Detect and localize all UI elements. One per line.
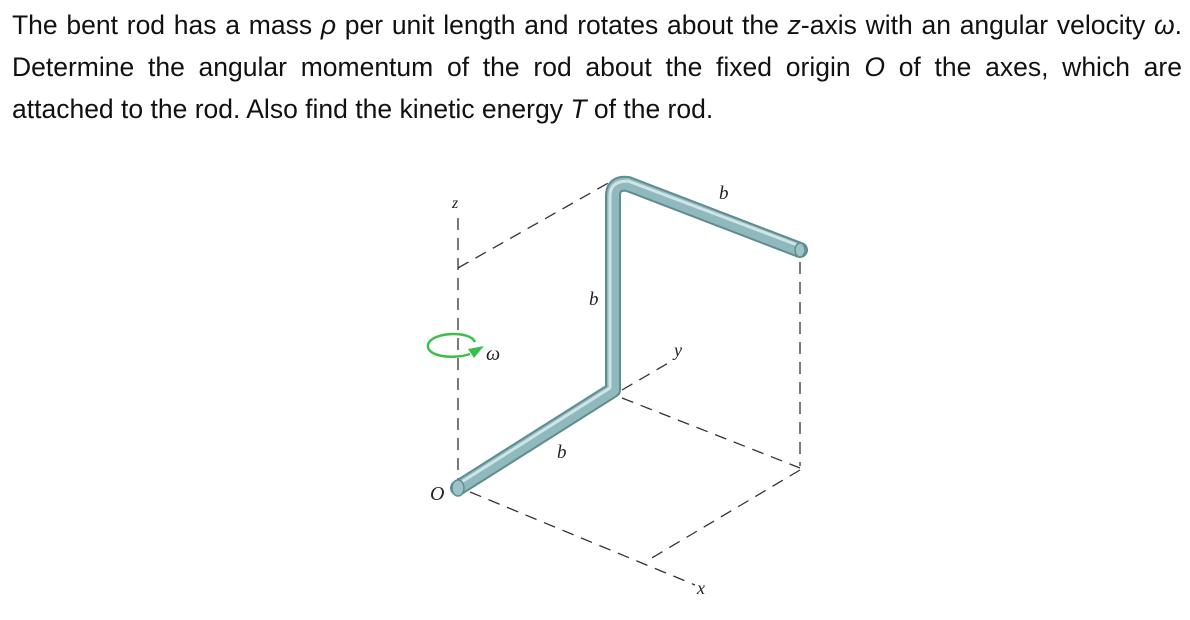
z-symbol: z: [787, 10, 801, 40]
rod-body: [458, 184, 800, 488]
y-axis-label: y: [674, 340, 682, 360]
rotation-arrowhead: [468, 346, 484, 358]
rod-highlight: [460, 181, 800, 483]
problem-text-3: -axis with an angular velocity: [800, 10, 1154, 40]
omega-label: ω: [486, 343, 501, 365]
rod-origin-cap: [452, 480, 464, 496]
omega-symbol: ω: [1153, 10, 1175, 40]
b-vertical-label: b: [589, 289, 599, 310]
dashed-construction-lines: [458, 182, 800, 585]
problem-text-5: of the axes, which are attached to the rod. Also find the kinetic energy: [12, 52, 1182, 124]
top-left-dashed-line: [458, 182, 610, 268]
b-lower-label: b: [557, 442, 567, 463]
b-top-label: b: [719, 183, 729, 204]
problem-text-4: . Determine the angular momentum of the rod about the fixed origin: [12, 10, 1182, 82]
problem-text-1: The bent rod has a mass: [12, 10, 321, 40]
rotation-arrow: [428, 334, 475, 357]
y-axis-dashed-line: [622, 362, 670, 390]
z-axis-label: z: [452, 195, 459, 212]
kinetic-energy-symbol: T: [570, 94, 587, 124]
rho-symbol: ρ: [320, 10, 337, 40]
problem-text-2: per unit length and rotates about the: [336, 10, 788, 40]
origin-symbol: O: [864, 52, 885, 82]
x-axis-label: x: [697, 578, 705, 598]
rod-end-cap: [795, 243, 805, 257]
origin-to-x-dashed-line: [470, 492, 695, 585]
corner-to-right-dashed-line: [622, 398, 800, 468]
origin-label: O: [430, 483, 445, 505]
problem-text-6: of the rod.: [586, 94, 714, 124]
bent-rod: [452, 181, 805, 496]
right-to-x-dashed-line: [645, 470, 800, 562]
